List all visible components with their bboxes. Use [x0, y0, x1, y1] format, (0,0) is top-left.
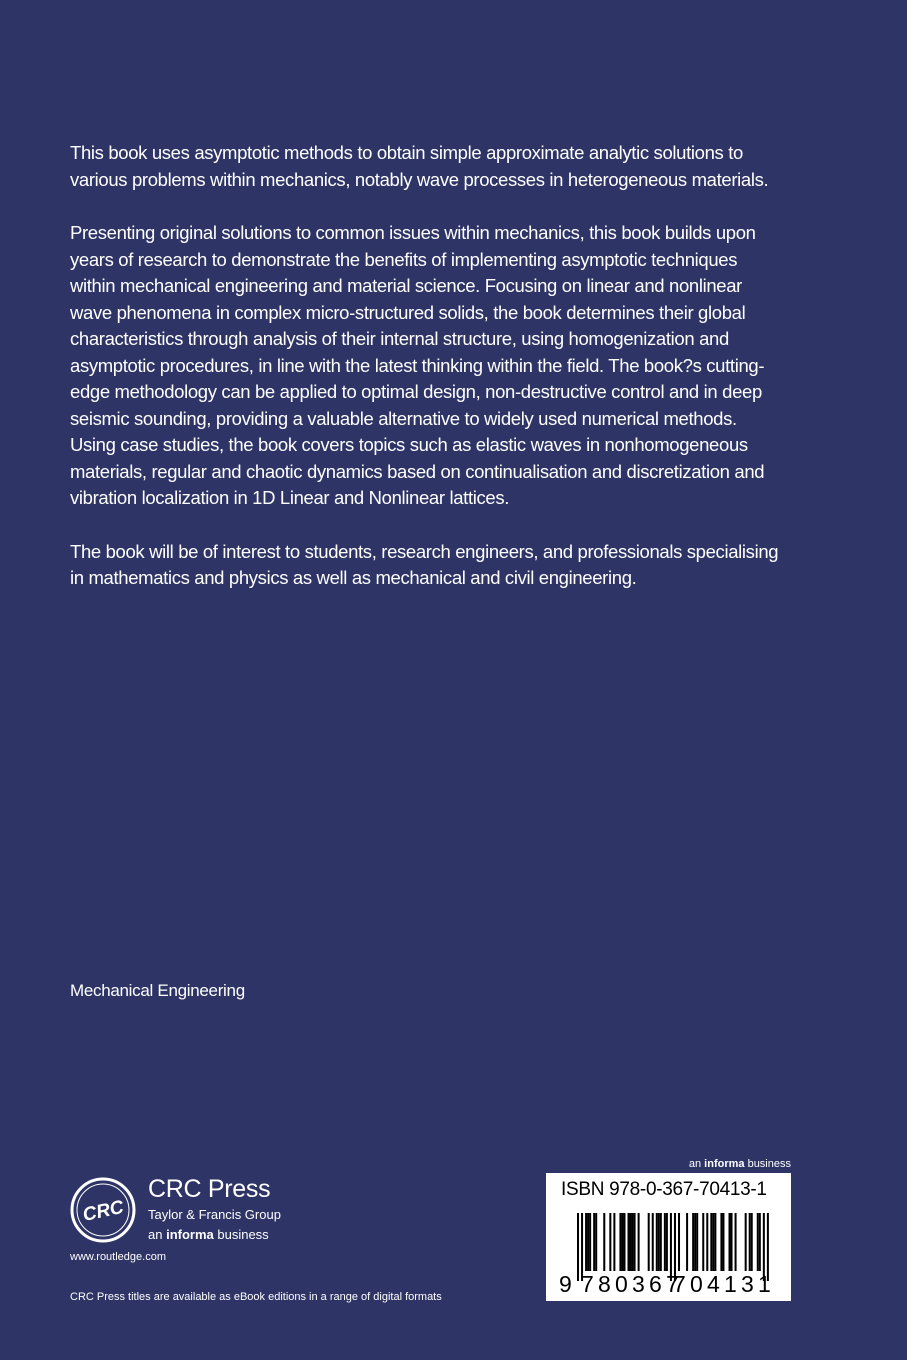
barcode-bar — [658, 1213, 660, 1271]
isbn-number: ISBN 978-0-367-70413-1 — [561, 1179, 767, 1200]
publisher-group: Taylor & Francis Group — [148, 1207, 281, 1222]
barcode-bar — [745, 1213, 747, 1271]
publisher-name: CRC Press — [148, 1175, 271, 1203]
barcode-lead-digit: 9 — [559, 1271, 572, 1297]
blurb-paragraph-1: This book uses asymptotic methods to obtain simple approximate analytic solutions to various problems within mechanics, notably wave processes in heterogeneous materials. — [70, 142, 769, 190]
barcode-bar — [660, 1213, 662, 1271]
barcode-bar — [628, 1213, 630, 1271]
barcode-bar — [634, 1213, 636, 1271]
back-cover-blurb — [70, 140, 780, 619]
barcode-bar — [686, 1213, 688, 1271]
barcode-bar — [720, 1213, 722, 1271]
barcode-bar — [656, 1213, 658, 1271]
barcode-bar — [712, 1213, 714, 1271]
informa-bold: informa — [166, 1227, 214, 1242]
barcode-bar — [692, 1213, 694, 1271]
barcode-bar — [749, 1213, 751, 1271]
barcode-bar — [593, 1213, 595, 1271]
barcode-bar — [710, 1213, 712, 1271]
barcode-bar — [759, 1213, 761, 1271]
barcode-bar — [609, 1213, 611, 1271]
publisher-informa-line — [148, 1227, 269, 1242]
barcode-bar — [630, 1213, 632, 1271]
barcode-digit-group-2: 704131 — [673, 1271, 775, 1297]
barcode-bar — [613, 1213, 615, 1271]
isbn-barcode-box — [546, 1173, 791, 1301]
barcode-bar — [638, 1213, 640, 1271]
barcode-bar — [735, 1213, 737, 1271]
barcode-bar — [603, 1213, 605, 1271]
blurb-paragraph-2: Presenting original solutions to common issues within mechanics, this book builds upon years of research to demonstrate the benefits of implementing asymptotic techniques within mechanical engineering and material science. Focusing on linear and nonlinear wave phenomena in complex micro-structured solids, the book determines their global characteristics through analysis of their internal structure, using homogenization and asymptotic procedures, in line with the latest thinking within the field. The book?s cutting-edge methodology can be applied to optimal design, non-destructive control and in deep seismic sounding, providing a valuable alternative to widely used numerical methods. Using case studies, the book covers topics such as elastic waves in nonhomogeneous materials, regular and chaotic dynamics based on continualisation and discretization and vibration localization in 1D Linear and Nonlinear lattices. — [70, 222, 765, 508]
tag-suffix: business — [744, 1158, 791, 1170]
barcode-bar — [632, 1213, 634, 1271]
barcode-bar — [648, 1213, 650, 1271]
barcode-bar — [619, 1213, 621, 1271]
publisher-website: www.routledge.com — [70, 1251, 166, 1263]
barcode-bar — [714, 1213, 716, 1271]
barcode-bar — [702, 1213, 704, 1271]
ebook-note: CRC Press titles are available as eBook editions in a range of digital formats — [70, 1291, 442, 1303]
barcode-bar — [706, 1213, 708, 1271]
tag-prefix: an — [688, 1158, 705, 1170]
barcode-bar — [694, 1213, 696, 1271]
barcode-bar — [751, 1213, 753, 1271]
barcode-bar — [664, 1213, 666, 1271]
barcode-bar — [652, 1213, 654, 1271]
barcode-bar — [666, 1213, 668, 1271]
barcode-bar — [587, 1213, 589, 1271]
barcode-bar — [696, 1213, 698, 1271]
informa-business-tag — [689, 1158, 791, 1170]
blurb-paragraph-3: The book will be of interest to students, research engineers, and professionals specialising in mathematics and physics as well as mechanical and civil engineering. — [70, 540, 779, 588]
barcode-guard-bar — [577, 1213, 579, 1281]
informa-prefix: an — [148, 1227, 167, 1242]
barcode-bar — [678, 1213, 680, 1271]
barcode-bar — [595, 1213, 597, 1271]
informa-suffix: business — [213, 1227, 269, 1242]
barcode-bar — [729, 1213, 731, 1271]
crc-press-logo — [70, 1177, 136, 1243]
barcode-digit-group-1: 780367 — [581, 1271, 683, 1297]
barcode-bar — [731, 1213, 733, 1271]
subject-category: Mechanical Engineering — [70, 981, 245, 1000]
barcode-bar — [757, 1213, 759, 1271]
barcode-bar — [623, 1213, 625, 1271]
crc-logo-text: CRC — [80, 1196, 126, 1227]
barcode-bar — [621, 1213, 623, 1271]
tag-bold: informa — [704, 1158, 745, 1170]
barcode-bar — [589, 1213, 591, 1271]
barcode-bar — [722, 1213, 724, 1271]
barcode-bar — [585, 1213, 587, 1271]
